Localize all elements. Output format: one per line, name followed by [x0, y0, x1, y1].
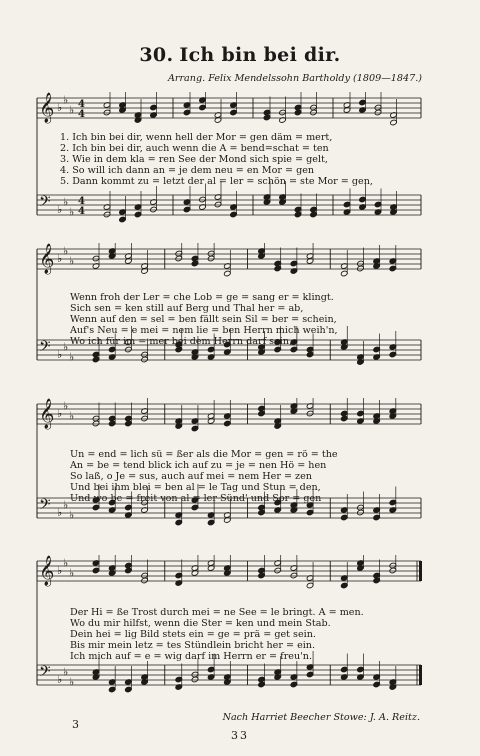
flat-sign-icon: ♭ [57, 252, 63, 265]
flat-sign-icon: ♭ [63, 195, 69, 209]
lyric-verse-5: Wo ich für im = mer bei dem Herrn darf sein, [70, 336, 293, 347]
arranger-credit: Arrang. Felix Mendelssohn Bartholdy (1809—1847.) [167, 73, 422, 84]
lyric-verse-5: Ich mich auf = e = wig darf im Herrn er = freu'n. [70, 651, 312, 662]
lyric-verse-3: 3. Wie in dem kla = ren See der Mond sich spie = gelt, [60, 154, 328, 165]
flat-sign-icon: ♭ [69, 103, 75, 117]
flat-sign-icon: ♭ [69, 205, 75, 219]
treble-clef-icon: 𝄞 [39, 244, 55, 274]
lyric-verse-4: 4. So will ich dann an = je dem neu = en Mor = gen [60, 165, 315, 176]
treble-clef-icon: 𝄞 [39, 399, 55, 429]
flat-sign-icon: ♭ [57, 673, 63, 686]
lyric-verse-2: 2. Ich bin bei dir, auch wenn die A = bend=schat = ten [60, 143, 329, 154]
flat-sign-icon: ♭ [63, 399, 69, 413]
lyricist-credit: Nach Harriet Beecher Stowe: J. A. Reitz. [222, 712, 420, 723]
flat-sign-icon: ♭ [57, 506, 63, 519]
lyric-verse-1: Wenn froh der Ler = che Lob = ge = sang er = klingt. [70, 292, 334, 303]
flat-sign-icon: ♭ [63, 340, 69, 354]
flat-sign-icon: ♭ [63, 556, 69, 570]
flat-sign-icon: ♭ [63, 244, 69, 258]
music-system-4 [0, 555, 480, 705]
bass-clef-icon: 𝄢 [39, 338, 51, 359]
hymn-number: 30. [139, 44, 174, 66]
bass-clef-icon: 𝄢 [39, 193, 51, 214]
music-system-2 [0, 243, 480, 378]
flat-sign-icon: ♭ [69, 254, 75, 268]
lyric-verse-2: Wo du mir hilfst, wenn die Ster = ken und mein Stab. [70, 618, 331, 629]
time-signature-top: 4 [78, 196, 85, 207]
hymn-title-line [0, 44, 480, 66]
page-number: 33 [231, 729, 249, 742]
flat-sign-icon: ♭ [57, 101, 63, 114]
flat-sign-icon: ♭ [69, 508, 75, 522]
flat-sign-icon: ♭ [57, 203, 63, 216]
flat-sign-icon: ♭ [63, 93, 69, 107]
flat-sign-icon: ♭ [69, 350, 75, 364]
time-signature-top: 4 [78, 99, 85, 110]
final-barline [419, 665, 422, 685]
hymn-title: Ich bin bei dir. [179, 44, 341, 66]
lyric-verse-2: An = be = tend blick ich auf zu = je = nen Hö = hen [70, 460, 327, 471]
flat-sign-icon: ♭ [63, 665, 69, 679]
treble-clef-icon: 𝄞 [39, 93, 55, 123]
treble-clef-icon: 𝄞 [39, 556, 55, 586]
flat-sign-icon: ♭ [69, 675, 75, 689]
lyric-verse-2: Sich sen = ken still auf Berg und Thal her = ab, [70, 303, 304, 314]
time-signature-bottom: 4 [78, 109, 85, 120]
lyric-verse-1: 1. Ich bin bei dir, wenn hell der Mor = gen däm = mert, [60, 132, 333, 143]
bass-clef-icon: 𝄢 [39, 496, 51, 517]
lyric-verse-3: Dein hei = lig Bild stets ein = ge = prä = get sein. [70, 629, 316, 640]
flat-sign-icon: ♭ [57, 407, 63, 420]
lyric-verse-5: Und wo be = freit von al = ler Sünd' und Sor = gen [70, 493, 322, 504]
lyric-verse-4: Und bei ihm blei = ben al = le Tag und Stun = den, [70, 482, 321, 493]
lyric-verse-3: So laß, o Je = sus, auch auf mei = nem Her = zen [70, 471, 312, 482]
lyric-verse-5: 5. Dann kommt zu = letzt der al = ler = schön = ste Mor = gen, [60, 176, 373, 187]
flat-sign-icon: ♭ [69, 566, 75, 580]
flat-sign-icon: ♭ [57, 348, 63, 361]
signature-mark: 3 [72, 718, 79, 731]
lyric-verse-3: Wenn auf den = sel = ben fällt sein Sil = ber = schein, [70, 314, 337, 325]
final-barline [419, 561, 422, 581]
music-system-1 [0, 92, 480, 232]
flat-sign-icon: ♭ [69, 409, 75, 423]
music-system-3 [0, 398, 480, 538]
flat-sign-icon: ♭ [63, 498, 69, 512]
lyric-verse-1: Un = end = lich sü = ßer als die Mor = gen = rö = the [70, 449, 338, 460]
bass-clef-icon: 𝄢 [39, 663, 51, 684]
lyric-verse-4: Auf's Neu = e mei = nem lie = ben Herrn mich weih'n, [70, 325, 338, 336]
lyric-verse-4: Bis mir mein letz = tes Stündlein bricht her = ein. [70, 640, 316, 651]
lyric-verse-1: Der Hi = ße Trost durch mei = ne See = le bringt. A = men. [70, 607, 364, 618]
time-signature-bottom: 4 [78, 206, 85, 217]
flat-sign-icon: ♭ [57, 564, 63, 577]
